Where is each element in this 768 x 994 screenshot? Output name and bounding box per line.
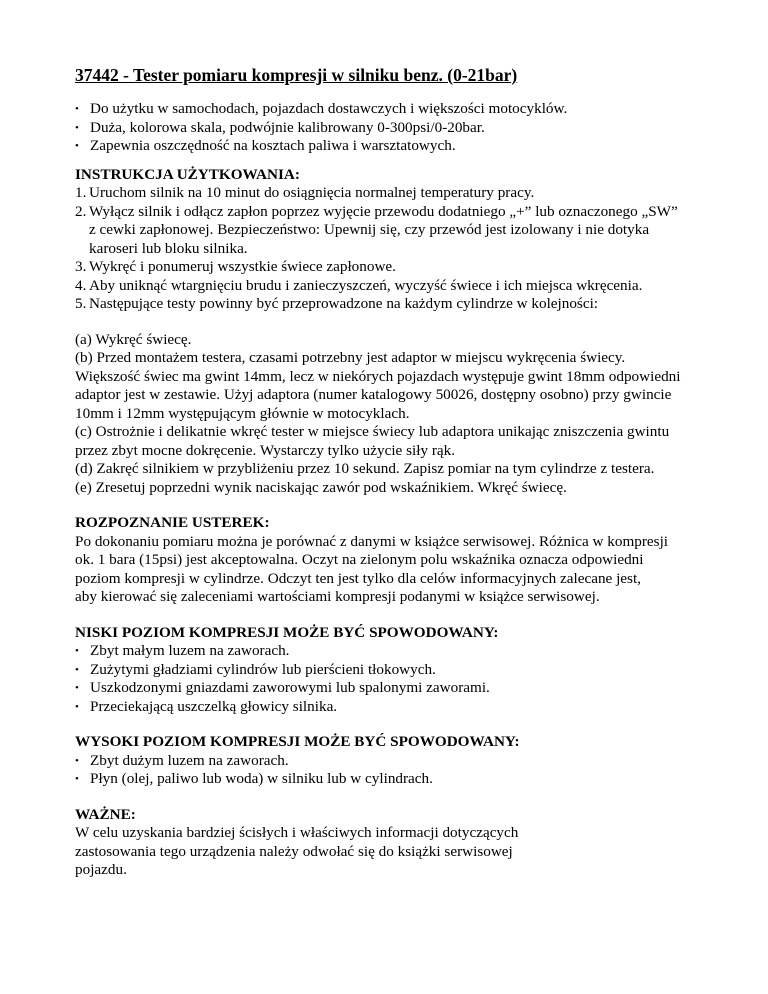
step-item: 5. Następujące testy powinny być przeprowadzone na każdym cylindrze w kolejności: (75, 295, 599, 312)
bullet-icon: • (75, 121, 79, 134)
list-item: • Płyn (olej, paliwo lub woda) w silniku lub w cylindrach. (75, 770, 433, 787)
list-item: • Przeciekającą uszczelką głowicy silnika. (75, 697, 338, 715)
step-item: 4. Aby uniknąć wtargnięciu brudu i zanieczyszczeń, wyczyść świece i ich miejsca wkręcenia. (75, 276, 643, 294)
list-item: • Do użytku w samochodach, pojazdach dostawczych i większości motocyklów. (75, 100, 568, 117)
list-item: • Uszkodzonymi gniazdami zaworowymi lub spalonymi zaworami. (75, 679, 490, 696)
list-item: • Zbyt dużym luzem na zaworach. (75, 751, 289, 769)
bullet-icon: • (75, 773, 79, 785)
step-item: 3. Wykręć i ponumeruj wszystkie świece zapłonowe. (75, 258, 396, 275)
bullet-icon: • (75, 754, 79, 767)
instruction-steps (75, 184, 715, 314)
document-title: 37442 - Tester pomiaru kompresji w silniku benz. (0-21bar) (75, 65, 518, 85)
document-page (75, 64, 715, 880)
important-heading: WAŻNE: (75, 805, 136, 823)
bullet-icon: • (75, 103, 79, 115)
important-text: W celu uzyskania bardziej ścisłych i właściwych informacji dotyczących zastosowania tego urządzenia należy odwołać się do książki serwisowej pojazdu. (75, 824, 519, 878)
list-item: • Zbyt małym luzem na zaworach. (75, 642, 290, 659)
list-item: • Zapewnia oszczędność na kosztach paliwa i warsztatowych. (75, 137, 456, 154)
list-item: • Zużytymi gładziami cylindrów lub pierścieni tłokowych. (75, 660, 436, 678)
step-item: 2. Wyłącz silnik i odłącz zapłon poprzez wyjęcie przewodu dodatniego „+” lub oznaczonego „SW” z cewki zapłonowej. Bezpieczeństwo: Upewnij się, czy przewód jest izolowany i nie dotyka karoseri lub bloku silnika. (75, 202, 678, 257)
diagnosis-text: Po dokonaniu pomiaru można je porównać z danymi w książce serwisowej. Różnica w kompresji ok. 1 bara (15psi) jest akceptowalna. Oczyt na zielonym polu wskaźnika oznacza odpowiedni poziom kompresji w cylindrze. Odczyt ten jest tylko dla celów informacyjnych zalecane jest, aby kierować się zaleceniami wartościami kompresji podanymi w książce serwisowej. (75, 532, 669, 605)
list-item: • Duża, kolorowa skala, podwójnie kalibrowany 0-300psi/0-20bar. (75, 118, 485, 136)
feature-list (75, 100, 715, 156)
high-compression-heading: WYSOKI POZIOM KOMPRESJI MOŻE BYĆ SPOWODOWANY: (75, 733, 520, 750)
bullet-icon: • (75, 645, 79, 657)
bullet-icon: • (75, 700, 79, 713)
bullet-icon: • (75, 663, 79, 676)
bullet-icon: • (75, 140, 79, 152)
low-compression-heading: NISKI POZIOM KOMPRESJI MOŻE BYĆ SPOWODOWANY: (75, 623, 499, 641)
step-item: 1. Uruchom silnik na 10 minut do osiągnięcia normalnej temperatury pracy. (75, 184, 535, 201)
bullet-icon: • (75, 682, 79, 694)
high-compression-list (75, 752, 715, 789)
low-compression-list (75, 642, 715, 716)
instructions-heading: INSTRUKCJA UŻYTKOWANIA: (75, 165, 300, 183)
procedure-text: (a) Wykręć świecę. (b) Przed montażem testera, czasami potrzebny jest adaptor w miejscu wykręcenia świecy. Większość świec ma gwint 14mm, lecz w niekórych pojazdach występuje gwint 18mm odpowiedni adaptor jest w zestawie. Użyj adaptora (numer katalogowy 50026, dostępny osobno) przy gwincie 10mm i 12mm występującym głównie w motocyklach. (c) Ostrożnie i delikatnie wkręć tester w miejsce świecy lub adaptora unikając zniszczenia gwintu przez zbyt mocne dokręcenie. Wystarczy tylko użycie siły rąk. (d) Zakręć silnikiem w przybliżeniu przez 10 sekund. Zapisz pomiar na tym cylindrze z testera. (e) Zresetuj poprzedni wynik naciskając zawór pod wskaźnikiem. Wkręć świecę. (75, 330, 681, 496)
diagnosis-heading: ROZPOZNANIE USTEREK: (75, 514, 270, 531)
